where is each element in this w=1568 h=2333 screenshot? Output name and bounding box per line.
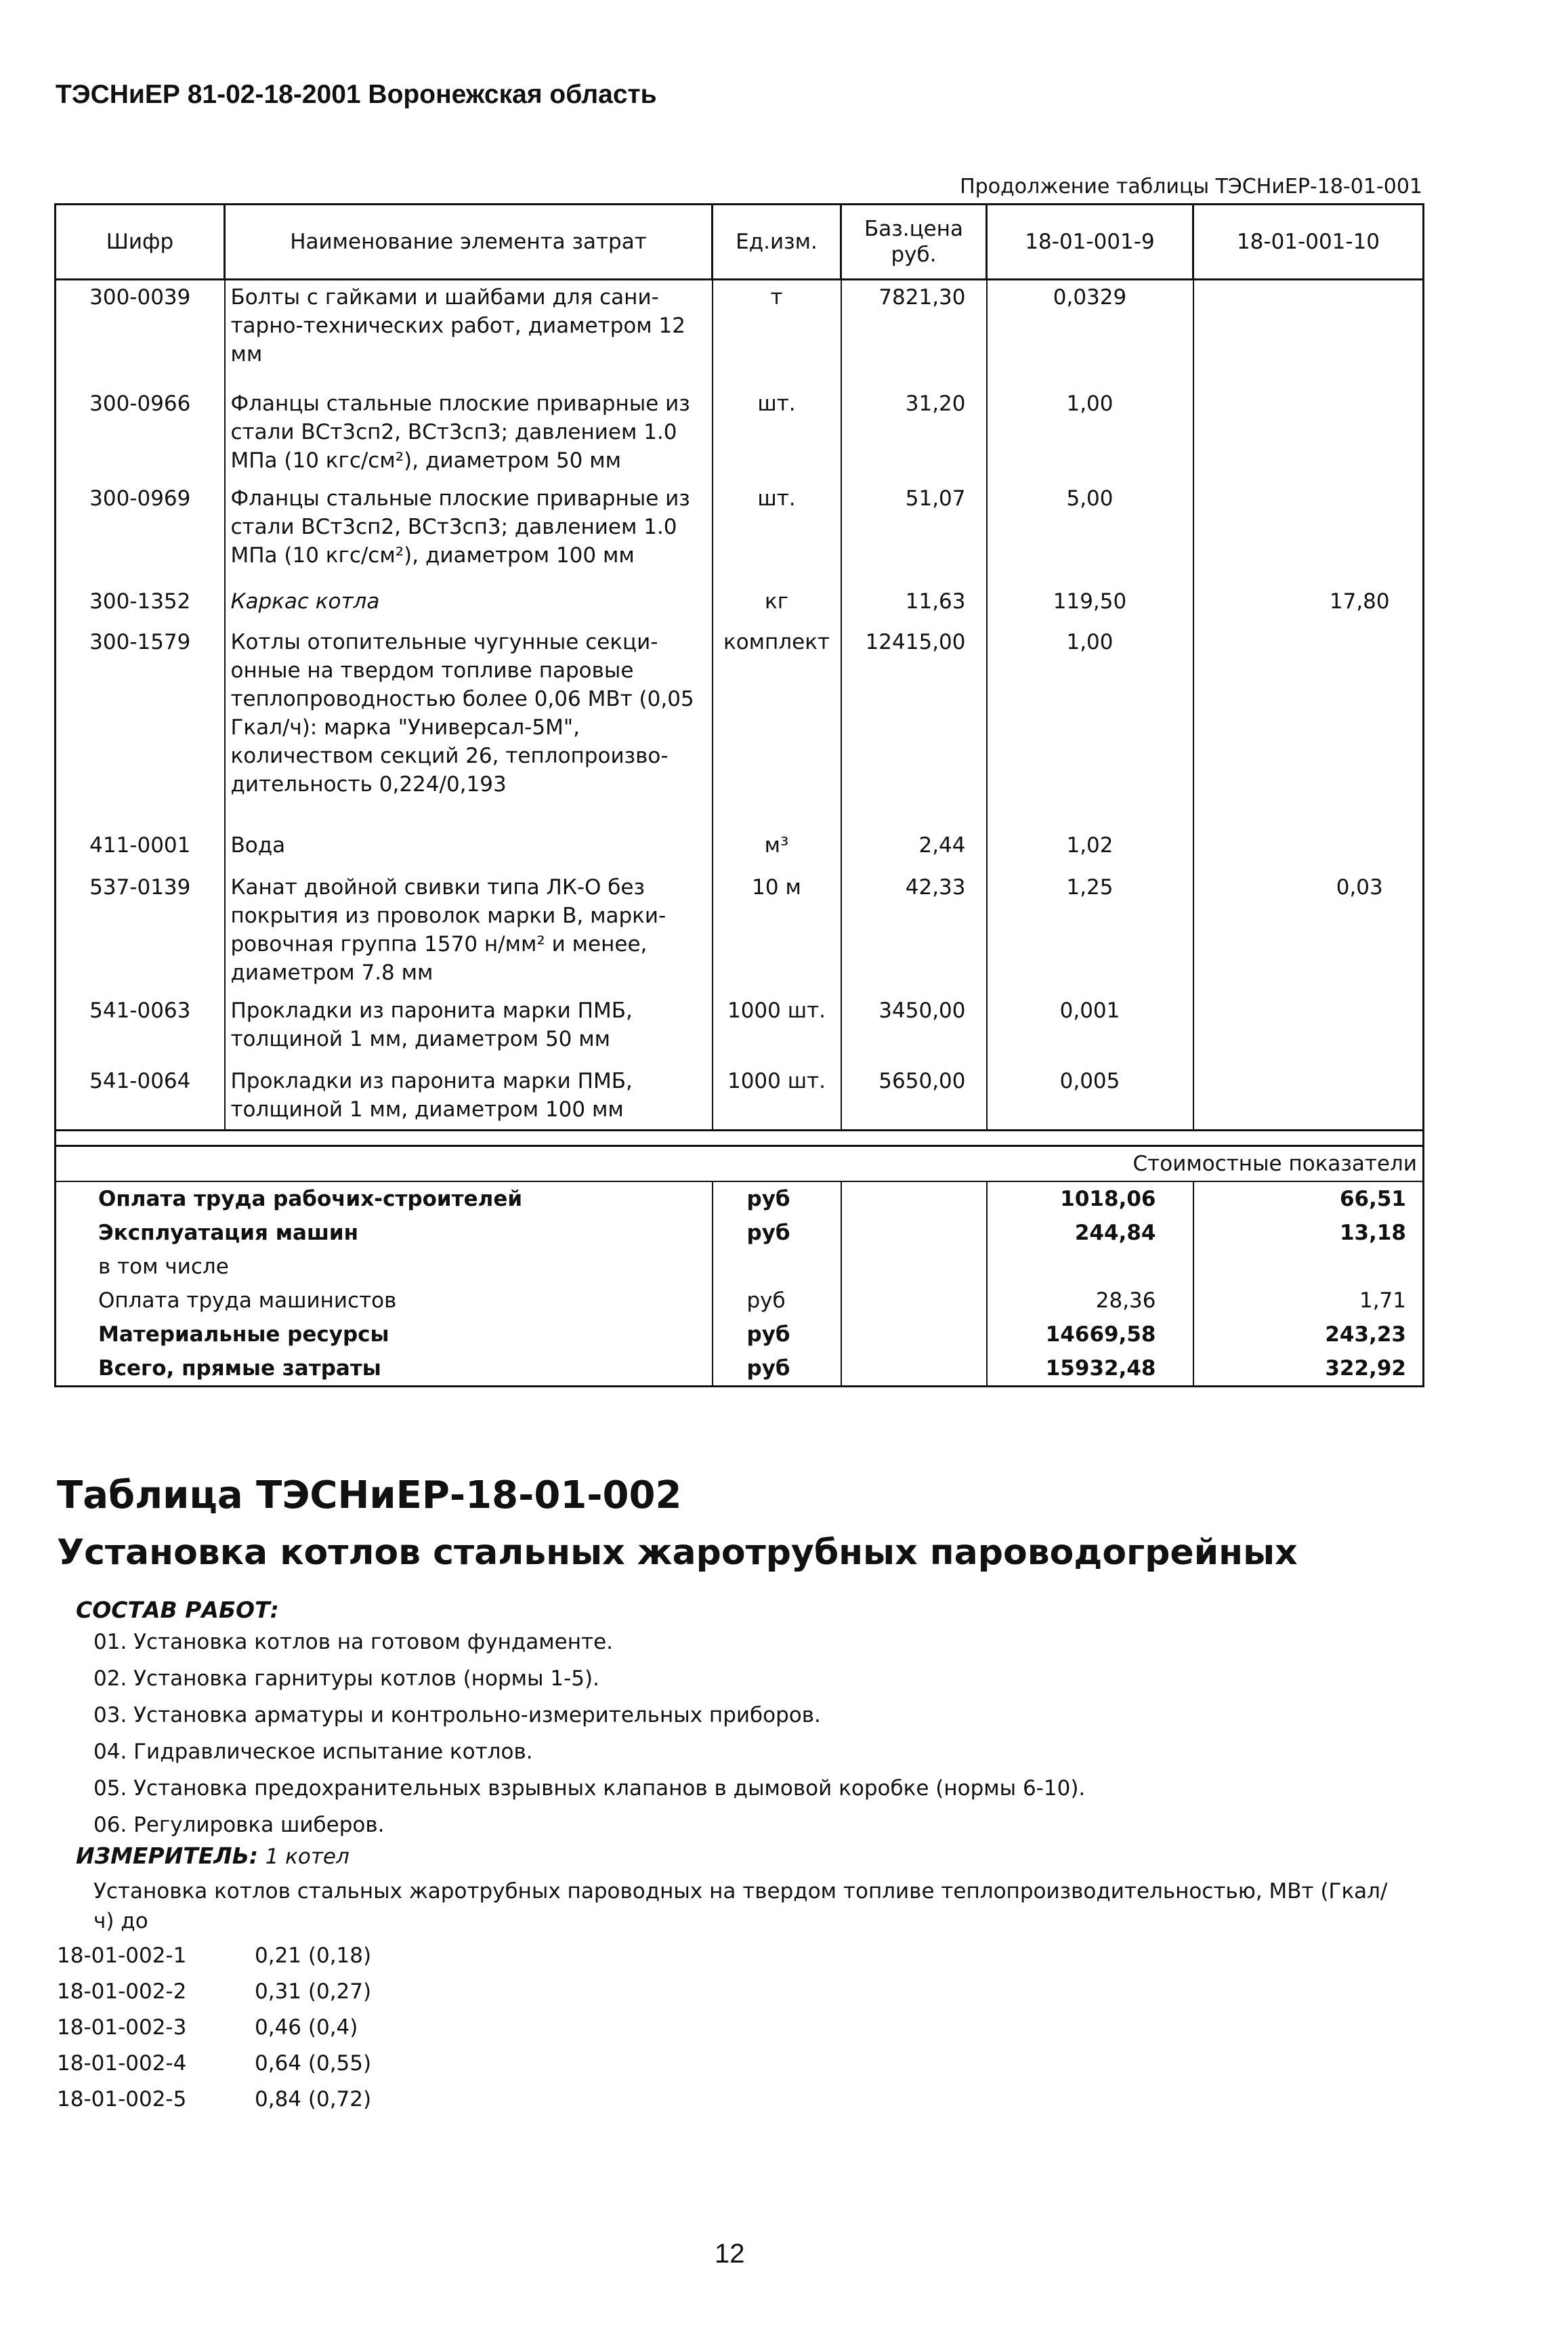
table-row xyxy=(56,280,1424,387)
column-header: Шифр xyxy=(56,205,225,280)
row-value-9: 1,00 xyxy=(987,625,1193,828)
summary-unit xyxy=(713,1250,841,1284)
meter-line xyxy=(76,1843,349,1869)
table-row xyxy=(56,585,1424,625)
list-item: 02. Установка гарнитуры котлов (нормы 1-5). xyxy=(93,1666,599,1691)
row-value-10 xyxy=(1193,280,1424,387)
table2-subtitle: Установка котлов стальных жаротрубных пароводогрейных xyxy=(57,1532,1298,1573)
row-code: 300-1579 xyxy=(56,625,225,828)
row-value-9: 1,02 xyxy=(987,828,1193,870)
table-row xyxy=(56,482,1424,585)
summary-value-9: 244,84 xyxy=(987,1216,1193,1250)
row-value-9: 0,0329 xyxy=(987,280,1193,387)
cost-indicators-header: Стоимостные показатели xyxy=(56,1146,1424,1182)
summary-row xyxy=(56,1284,1424,1318)
resources-table-container xyxy=(54,203,1422,1387)
meter-label: ИЗМЕРИТЕЛЬ: xyxy=(76,1843,259,1869)
row-value-10 xyxy=(1193,1064,1424,1131)
norms-description: Установка котлов стальных жаротрубных пароводных на твердом топливе теплопроизводительностью, МВт (Гкал/ч) до xyxy=(93,1879,1388,1933)
summary-label: Всего, прямые затраты xyxy=(56,1351,713,1387)
norm-value: 0,46 (0,4) xyxy=(255,2015,358,2040)
summary-value-9: 14669,58 xyxy=(987,1318,1193,1351)
norm-value: 0,21 (0,18) xyxy=(255,1943,372,1968)
summary-value-10: 13,18 xyxy=(1193,1216,1424,1250)
row-unit: кг xyxy=(713,585,841,625)
summary-unit: руб xyxy=(713,1284,841,1318)
column-header: Наименование элемента затрат xyxy=(225,205,713,280)
row-name: Прокладки из паронита марки ПМБ, толщиной 1 мм, диаметром 100 мм xyxy=(225,1064,713,1131)
list-item xyxy=(57,1941,371,1977)
norm-code: 18-01-002-1 xyxy=(57,1943,187,1968)
continuation-label: Продолжение таблицы ТЭСНиЕР-18-01-001 xyxy=(960,175,1422,198)
list-item: 01. Установка котлов на готовом фундаменте. xyxy=(93,1630,614,1654)
summary-unit: руб xyxy=(713,1216,841,1250)
row-unit: 1000 шт. xyxy=(713,1064,841,1131)
row-name: Прокладки из паронита марки ПМБ, толщиной 1 мм, диаметром 50 мм xyxy=(225,994,713,1064)
summary-value-10: 322,92 xyxy=(1193,1351,1424,1387)
column-header: Ед.изм. xyxy=(713,205,841,280)
table-separator xyxy=(56,1131,1424,1146)
table-header-row xyxy=(56,205,1424,280)
meter-value: 1 котел xyxy=(265,1845,349,1869)
row-code: 300-1352 xyxy=(56,585,225,625)
row-value-9: 0,001 xyxy=(987,994,1193,1064)
row-value-10 xyxy=(1193,482,1424,585)
row-price: 42,33 xyxy=(841,870,987,994)
summary-row xyxy=(56,1216,1424,1250)
list-item: 06. Регулировка шиберов. xyxy=(93,1813,385,1837)
page-number: 12 xyxy=(715,2239,745,2269)
row-name: Фланцы стальные плоские приварные из стали ВСт3сп2, ВСт3сп3; давлением 1.0 МПа (10 кгс/см²), диаметром 100 мм xyxy=(225,482,713,585)
summary-row xyxy=(56,1318,1424,1351)
row-name: Котлы отопительные чугунные секци-онные на твердом топливе паровые теплопроводностью более 0,06 МВт (0,05 Гкал/ч): марка "Универсал-5М", количеством секций 26, теплопроизво-дительность 0,224/0,193 xyxy=(225,625,713,828)
summary-value-9: 15932,48 xyxy=(987,1351,1193,1387)
row-unit: комплект xyxy=(713,625,841,828)
row-value-10: 0,03 xyxy=(1193,870,1424,994)
row-value-9: 5,00 xyxy=(987,482,1193,585)
row-name: Вода xyxy=(225,828,713,870)
summary-row xyxy=(56,1181,1424,1216)
summary-value-10: 66,51 xyxy=(1193,1181,1424,1216)
table-row xyxy=(56,870,1424,994)
row-price: 51,07 xyxy=(841,482,987,585)
row-code: 541-0063 xyxy=(56,994,225,1064)
summary-value-9: 1018,06 xyxy=(987,1181,1193,1216)
row-name: Канат двойной свивки типа ЛК-О без покрытия из проволок марки В, марки-ровочная группа 1570 н/мм² и менее, диаметром 7.8 мм xyxy=(225,870,713,994)
summary-label: Оплата труда машинистов xyxy=(56,1284,713,1318)
list-item xyxy=(57,1977,371,2013)
column-header: Баз.цена руб. xyxy=(841,205,987,280)
list-item: 03. Установка арматуры и контрольно-измерительных приборов. xyxy=(93,1703,821,1727)
row-unit: шт. xyxy=(713,387,841,482)
row-unit: м³ xyxy=(713,828,841,870)
list-item xyxy=(57,2084,371,2120)
row-unit: 1000 шт. xyxy=(713,994,841,1064)
row-unit: т xyxy=(713,280,841,387)
row-value-9: 1,25 xyxy=(987,870,1193,994)
table-row xyxy=(56,625,1424,828)
row-price: 31,20 xyxy=(841,387,987,482)
summary-label: Оплата труда рабочих-строителей xyxy=(56,1181,713,1216)
summary-label: Эксплуатация машин xyxy=(56,1216,713,1250)
norm-code: 18-01-002-4 xyxy=(57,2051,187,2076)
list-item xyxy=(57,2048,371,2084)
row-price: 12415,00 xyxy=(841,625,987,828)
row-name: Каркас котла xyxy=(225,585,713,625)
row-value-9: 1,00 xyxy=(987,387,1193,482)
column-header: 18-01-001-9 xyxy=(987,205,1193,280)
summary-row xyxy=(56,1250,1424,1284)
row-name: Болты с гайками и шайбами для сани-тарно-технических работ, диаметром 12 мм xyxy=(225,280,713,387)
row-code: 541-0064 xyxy=(56,1064,225,1131)
row-name: Фланцы стальные плоские приварные из стали ВСт3сп2, ВСт3сп3; давлением 1.0 МПа (10 кгс/см²), диаметром 50 мм xyxy=(225,387,713,482)
summary-row xyxy=(56,1351,1424,1387)
resources-table xyxy=(54,203,1424,1387)
table-row xyxy=(56,828,1424,870)
summary-label: в том числе xyxy=(56,1250,713,1284)
summary-value-9: 28,36 xyxy=(987,1284,1193,1318)
row-value-10 xyxy=(1193,828,1424,870)
works-list xyxy=(93,1627,1085,1847)
summary-value-9 xyxy=(987,1250,1193,1284)
summary-label: Материальные ресурсы xyxy=(56,1318,713,1351)
list-item: 04. Гидравлическое испытание котлов. xyxy=(93,1740,533,1764)
table-row xyxy=(56,994,1424,1064)
list-item: 05. Установка предохранительных взрывных клапанов в дымовой коробке (нормы 6-10). xyxy=(93,1776,1086,1801)
row-code: 300-0039 xyxy=(56,280,225,387)
summary-unit: руб xyxy=(713,1351,841,1387)
norm-code: 18-01-002-3 xyxy=(57,2015,187,2040)
row-unit: 10 м xyxy=(713,870,841,994)
document-header: ТЭСНиЕР 81-02-18-2001 Воронежская область xyxy=(56,80,657,109)
row-price: 3450,00 xyxy=(841,994,987,1064)
row-value-10: 17,80 xyxy=(1193,585,1424,625)
row-code: 537-0139 xyxy=(56,870,225,994)
table-row xyxy=(56,1064,1424,1131)
norm-code: 18-01-002-5 xyxy=(57,2087,187,2111)
works-label: СОСТАВ РАБОТ: xyxy=(76,1597,279,1623)
norm-value: 0,84 (0,72) xyxy=(255,2087,372,2111)
row-price: 2,44 xyxy=(841,828,987,870)
summary-value-10 xyxy=(1193,1250,1424,1284)
row-value-10 xyxy=(1193,625,1424,828)
row-value-10 xyxy=(1193,994,1424,1064)
row-price: 7821,30 xyxy=(841,280,987,387)
cost-indicators-header-row xyxy=(56,1146,1424,1182)
norm-value: 0,31 (0,27) xyxy=(255,1979,372,2004)
row-code: 300-0966 xyxy=(56,387,225,482)
table-row xyxy=(56,387,1424,482)
summary-value-10: 243,23 xyxy=(1193,1318,1424,1351)
norm-value: 0,64 (0,55) xyxy=(255,2051,372,2076)
row-code: 411-0001 xyxy=(56,828,225,870)
summary-unit: руб xyxy=(713,1318,841,1351)
row-value-9: 0,005 xyxy=(987,1064,1193,1131)
row-value-9: 119,50 xyxy=(987,585,1193,625)
row-price: 11,63 xyxy=(841,585,987,625)
row-code: 300-0969 xyxy=(56,482,225,585)
row-price: 5650,00 xyxy=(841,1064,987,1131)
row-unit: шт. xyxy=(713,482,841,585)
list-item xyxy=(57,2013,371,2048)
summary-value-10: 1,71 xyxy=(1193,1284,1424,1318)
norm-code: 18-01-002-2 xyxy=(57,1979,187,2004)
table2-title: Таблица ТЭСНиЕР-18-01-002 xyxy=(57,1473,682,1517)
norm-codes-list xyxy=(57,1941,371,2120)
column-header: 18-01-001-10 xyxy=(1193,205,1424,280)
row-value-10 xyxy=(1193,387,1424,482)
summary-unit: руб xyxy=(713,1181,841,1216)
